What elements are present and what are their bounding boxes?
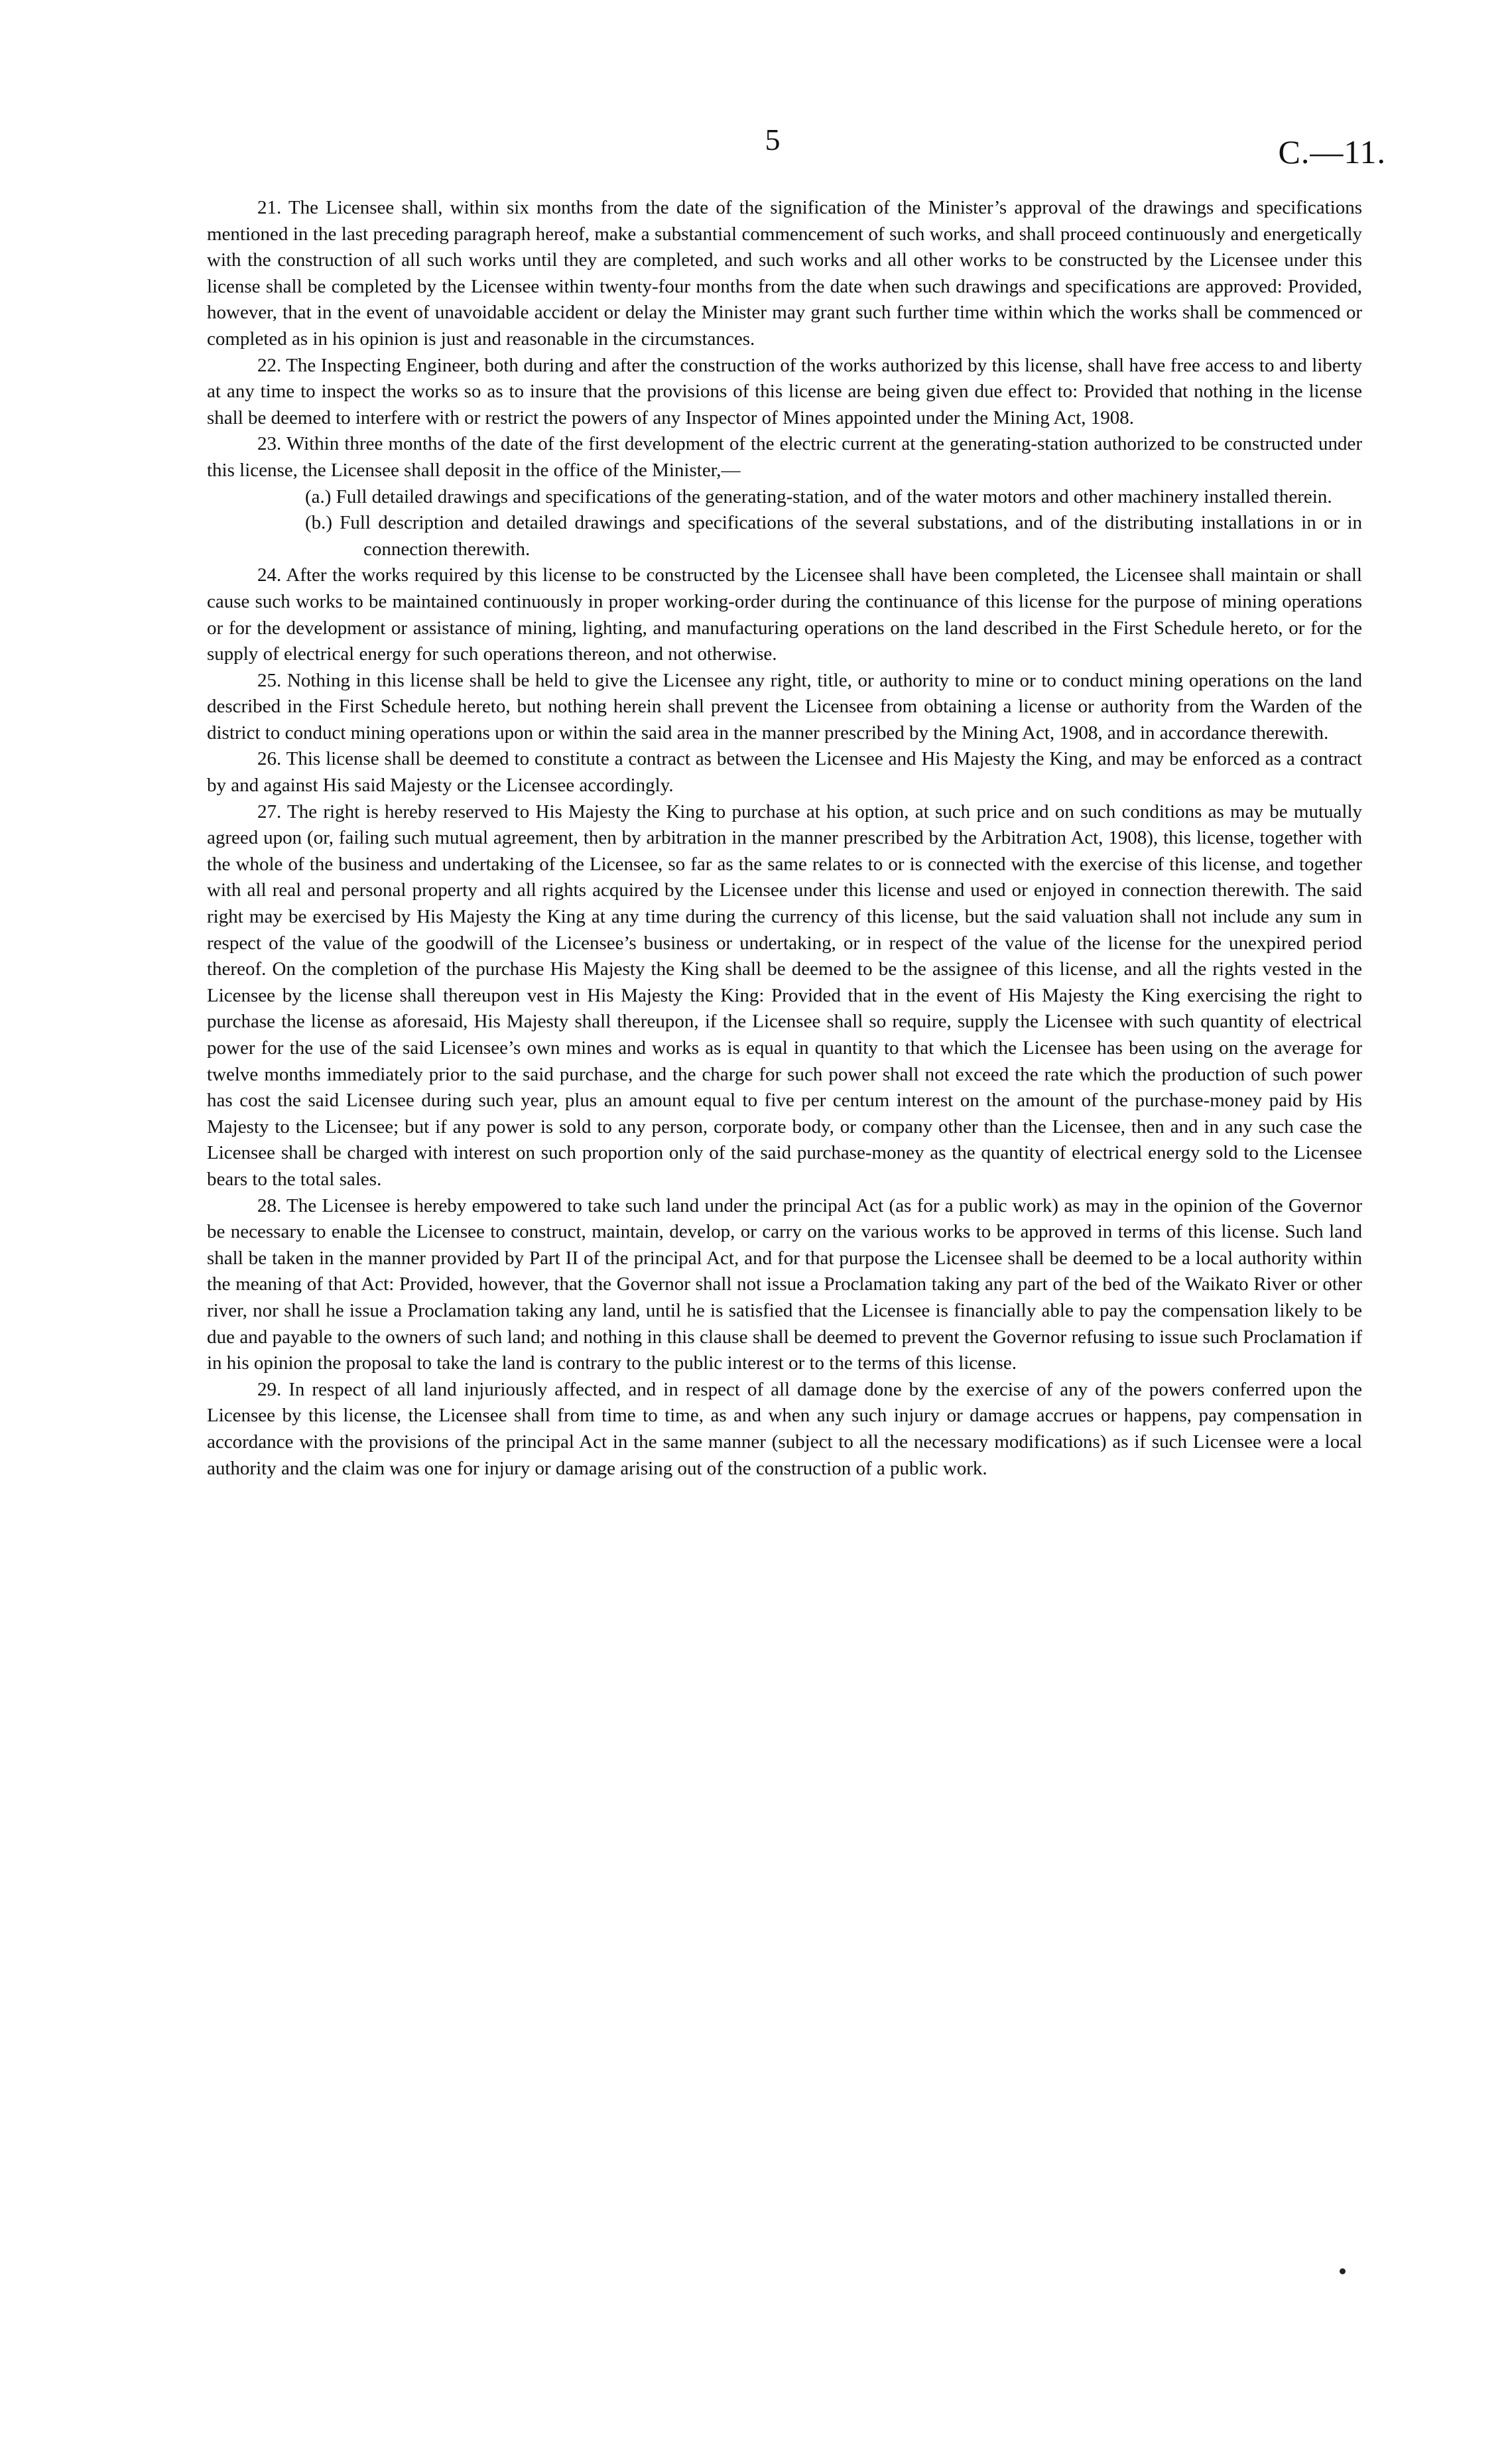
clause-29: 29. In respect of all land injuriously affected, and in respect of all damage done by the exercise of any of the powers conferred upon the Licensee by this license, the Licensee shall from time to time, as and when any such injury or damage accrues or happens, pay compensation in accordance with the provisions of the principal Act in the same manner (subject to all the necessary modifications) as if such Licensee were a local authority and the claim was one for injury or damage arising out of the construction of a public work.: [207, 1378, 1362, 1479]
clause-26: 26. This license shall be deemed to constitute a contract as between the Licensee and His Majesty the King, and may be enforced as a contract by and against His said Majesty or the Licensee accordingly.: [207, 748, 1362, 797]
clause-28: 28. The Licensee is hereby empowered to take such land under the principal Act (as for a public work) as may in the opinion of the Governor be necessary to enable the Licensee to construct, maintain, develop, or carry on the various works to be approved in terms of this license. Such land shall be taken in the manner provided by Part II of the principal Act, and for that purpose the Licensee shall be deemed to be a local authority within the meaning of that Act: Provided, however, that the Governor shall not issue a Proclamation taking any part of the bed of the Waikato River or other river, nor shall he issue a Proclamation taking any land, until he is satisfied that the Licensee is financially able to pay the compensation likely to be due and payable to the owners of such land; and nothing in this clause shall be deemed to prevent the Governor refusing to issue such Proclamation if in his opinion the proposal to take the land is contrary to the public interest or to the terms of this license.: [207, 1195, 1362, 1374]
paper-reference: C.—11.: [1278, 133, 1386, 170]
clause-22: 22. The Inspecting Engineer, both during and after the construction of the works authorized by this license, shall have free access to and liberty at any time to inspect the works so as to insure that the provisions of this license are being given due effect to: Provided that nothing in the license shall be deemed to interfere with or restrict the powers of any Inspector of Mines appointed under the Mining Act, 1908.: [207, 354, 1362, 428]
page-number: 5: [765, 123, 781, 157]
body-text: [207, 195, 1362, 1482]
clause-23: 23. Within three months of the date of the first development of the electric current at the generating-station authorized to be constructed under this license, the Licensee shall deposit in the office of the Minister,—: [207, 433, 1362, 481]
clause-21: 21. The Licensee shall, within six months from the date of the signification of the Minister’s approval of the drawings and specifications mentioned in the last preceding paragraph hereof, make a substantial commencement of such works, and shall proceed continuously and energetically with the construction of all such works until they are completed, and such works and all other works to be constructed by the Licensee under this license shall be completed by the Licensee within twenty-four months from the date when such drawings and specifications are approved: Provided, however, that in the event of unavoidable accident or delay the Minister may grant such further time within which the works shall be commenced or completed as in his opinion is just and reasonable in the circumstances.: [207, 197, 1362, 350]
clause-27: 27. The right is hereby reserved to His Majesty the King to purchase at his option, at such price and on such conditions as may be mutually agreed upon (or, failing such mutual agreement, then by arbitration in the manner prescribed by the Arbitration Act, 1908), this license, together with the whole of the business and undertaking of the Licensee, so far as the same relates to or is connected with the exercise of this license, and together with all real and personal property and all rights acquired by the Licensee under this license and used or enjoyed in connection therewith. The said right may be exercised by His Majesty the King at any time during the currency of this license, but the said valuation shall not include any sum in respect of the value of the goodwill of the Licensee’s business or undertaking, or in respect of the value of the license for the unexpired period thereof. On the completion of the purchase His Majesty the King shall be deemed to be the assignee of this license, and all the rights vested in the Licensee by the license shall thereupon vest in His Majesty the King: Provided that in the event of His Majesty the King exercising the right to purchase the license as aforesaid, His Majesty shall thereupon, if the Licensee shall so require, supply the Licensee with such quantity of electrical power for the use of the said Licensee’s own mines and works as is equal in quantity to that which the Licensee has been using on the average for twelve months immediately prior to the said purchase, and the charge for such power shall not exceed the rate which the production of such power has cost the said Licensee during such year, plus an amount equal to five per centum interest on the amount of the purchase-money paid by His Majesty to the Licensee; but if any power is sold to any person, corporate body, or company other than the Licensee, then and in any such case the Licensee shall be charged with interest on such proportion only of the said purchase-money as the quantity of electrical energy sold to the Licensee bears to the total sales.: [207, 801, 1362, 1190]
clause-23-item-a: (a.) Full detailed drawings and specifications of the generating-station, and of the water motors and other machinery installed therein.: [305, 486, 1332, 507]
clause-23-item-b: (b.) Full description and detailed drawings and specifications of the several substations, and of the distributing installations in or in connection therewith.: [305, 512, 1362, 560]
clause-24: 24. After the works required by this license to be constructed by the Licensee shall have been completed, the Licensee shall maintain or shall cause such works to be maintained continuously in proper working-order during the continuance of this license for the purpose of mining operations or for the development or assistance of mining, lighting, and manufacturing operations on the land described in the First Schedule hereto, or for the supply of electrical energy for such operations thereon, and not otherwise.: [207, 564, 1362, 665]
clause-25: 25. Nothing in this license shall be held to give the Licensee any right, title, or authority to mine or to conduct mining operations on the land described in the First Schedule hereto, but nothing herein shall prevent the Licensee from obtaining a license or authority from the Warden of the district to conduct mining operations upon or within the said area in the manner prescribed by the Mining Act, 1908, and in accordance therewith.: [207, 669, 1362, 744]
ink-speck: [1340, 2268, 1346, 2274]
